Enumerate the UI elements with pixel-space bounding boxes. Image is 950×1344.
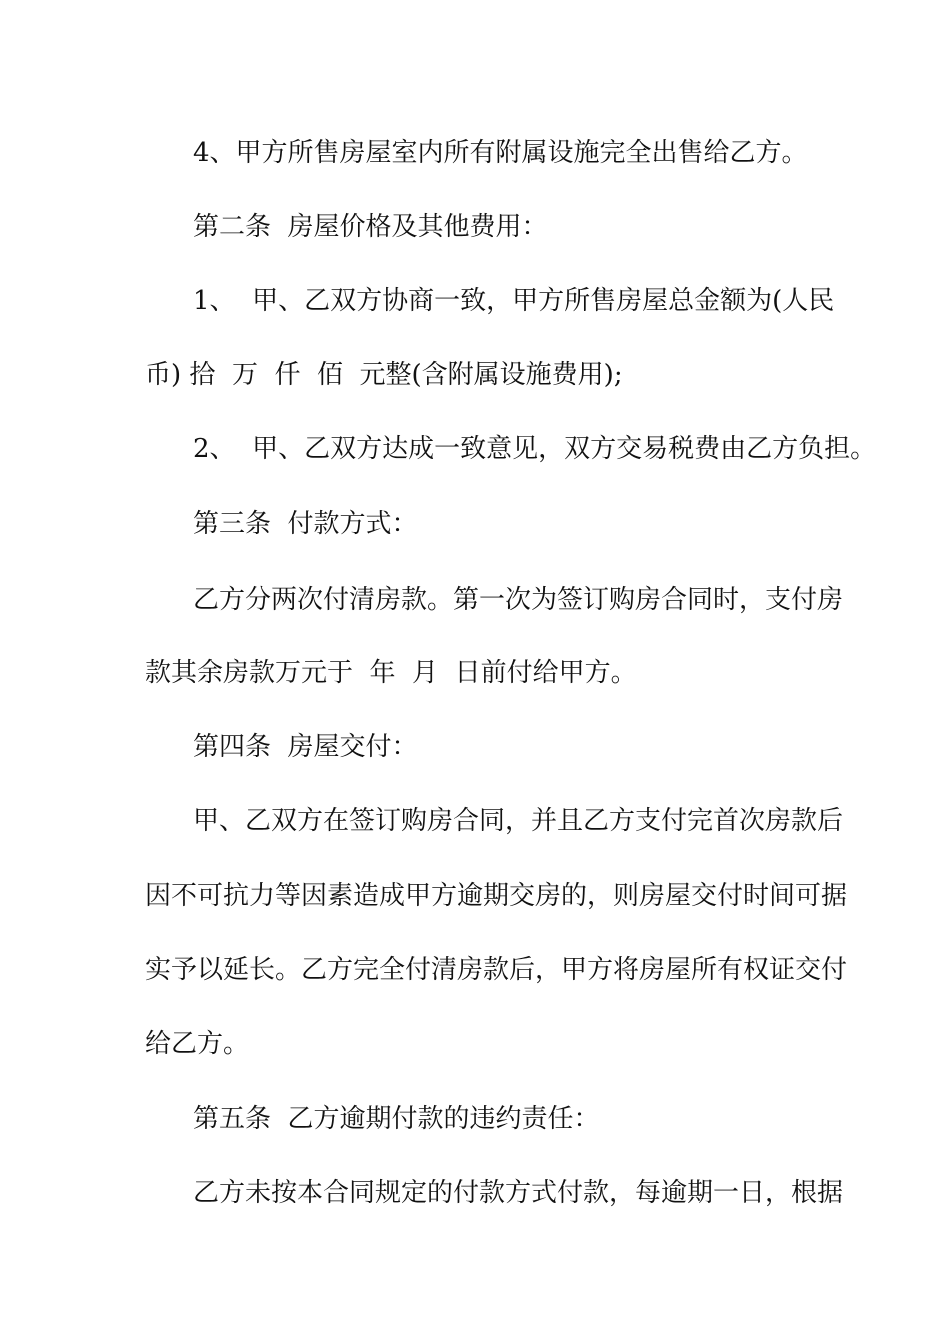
article-5-heading: 第五条 乙方逾期付款的违约责任：: [193, 1104, 600, 1134]
article-2-item-1-line-1: 1、 甲、乙双方协商一致，甲方所售房屋总金额为(人民: [193, 286, 835, 316]
article-4-body-line-1: 甲、乙双方在签订购房合同，并且乙方支付完首次房款后: [193, 806, 844, 836]
clause-1-4: 4、甲方所售房屋室内所有附属设施完全出售给乙方。: [193, 138, 808, 168]
article-4-body-line-3: 实予以延长。乙方完全付清房款后，甲方将房屋所有权证交付: [145, 955, 848, 985]
article-4-heading: 第四条 房屋交付：: [193, 732, 418, 762]
article-3-body-line-2: 款其余房款万元于 年 月 日前付给甲方。: [145, 658, 637, 688]
article-5-body-line-1: 乙方未按本合同规定的付款方式付款，每逾期一日，根据: [193, 1178, 844, 1208]
article-2-item-2: 2、 甲、乙双方达成一致意见，双方交易税费由乙方负担。: [193, 434, 877, 464]
article-3-body-line-1: 乙方分两次付清房款。第一次为签订购房合同时，支付房: [193, 585, 844, 615]
article-2-heading: 第二条 房屋价格及其他费用：: [193, 212, 548, 242]
article-2-item-1-line-2: 币) 拾 万 仟 佰 元整(含附属设施费用);: [145, 360, 623, 390]
article-3-heading: 第三条 付款方式：: [193, 509, 418, 539]
article-4-body-line-4: 给乙方。: [145, 1029, 250, 1059]
article-4-body-line-2: 因不可抗力等因素造成甲方逾期交房的，则房屋交付时间可据: [145, 881, 848, 911]
